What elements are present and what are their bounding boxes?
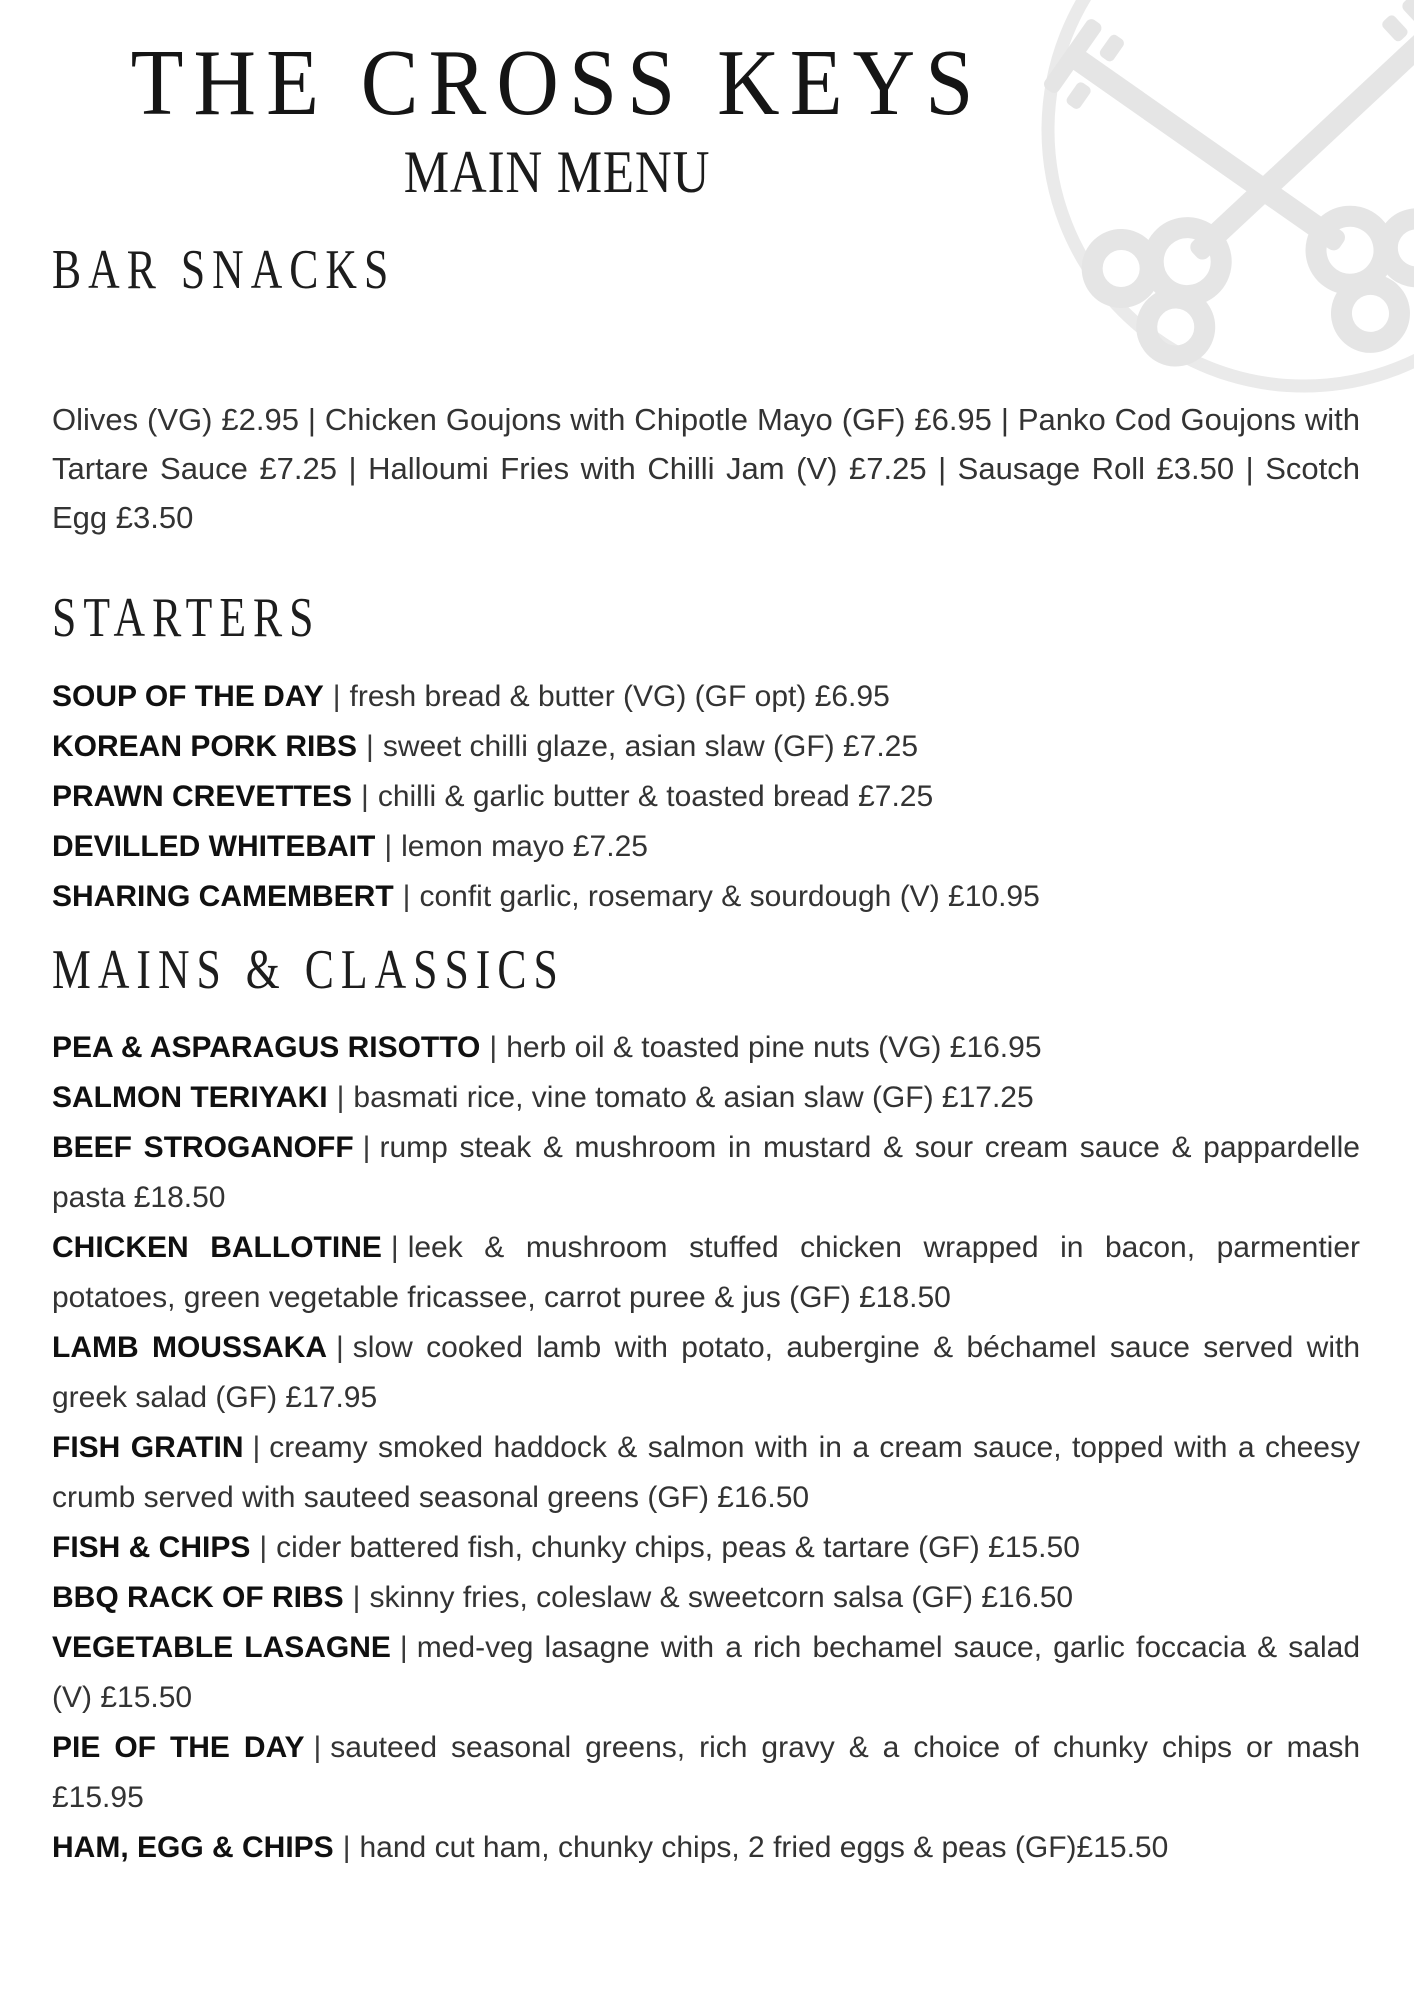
item-description: creamy smoked haddock & salmon with in a cream sauce, topped with a cheesy crumb served with sauteed seasonal greens (GF) £16.50 <box>52 1431 1360 1515</box>
menu-item-korean-pork-ribs <box>52 722 1360 772</box>
item-description: chilli & garlic butter & toasted bread £7.25 <box>377 779 934 813</box>
item-name: FISH & CHIPS <box>52 1531 251 1565</box>
item-name: CHICKEN BALLOTINE <box>52 1231 382 1265</box>
menu-item-salmon-teriyaki <box>52 1073 1360 1123</box>
item-description: sweet chilli glaze, asian slaw (GF) £7.25 <box>382 729 919 763</box>
item-separator: | <box>384 829 393 863</box>
menu-item-devilled-whitebait <box>52 822 1360 872</box>
item-separator: | <box>252 1431 261 1465</box>
item-separator: | <box>362 1131 371 1165</box>
item-description: rump steak & mushroom in mustard & sour cream sauce & pappardelle pasta £18.50 <box>52 1131 1360 1215</box>
item-separator: | <box>399 1631 408 1665</box>
item-description: slow cooked lamb with potato, aubergine & béchamel sauce served with greek salad (GF) £17.95 <box>52 1331 1360 1415</box>
item-name: FISH GRATIN <box>52 1431 244 1465</box>
menu-item-chicken-ballotine <box>52 1223 1360 1323</box>
section-heading-bar-snacks: BAR SNACKS <box>52 238 396 301</box>
item-separator: | <box>489 1031 498 1065</box>
section-heading-mains-classics: MAINS & CLASSICS <box>52 938 565 1001</box>
item-name: BEEF STROGANOFF <box>52 1131 354 1165</box>
item-description: skinny fries, coleslaw & sweetcorn salsa (GF) £16.50 <box>369 1581 1074 1615</box>
item-description: sauteed seasonal greens, rich gravy & a choice of chunky chips or mash £15.95 <box>52 1731 1361 1815</box>
item-separator: | <box>402 879 411 913</box>
menu-item-soup-of-the-day <box>52 672 1360 722</box>
item-description: basmati rice, vine tomato & asian slaw (GF) £17.25 <box>353 1081 1034 1115</box>
item-separator: | <box>259 1531 268 1565</box>
menu-item-fish-and-chips <box>52 1523 1360 1573</box>
item-name: VEGETABLE LASAGNE <box>52 1631 391 1665</box>
menu-item-lamb-moussaka <box>52 1323 1360 1423</box>
section-starters <box>52 588 1360 922</box>
menu-item-fish-gratin <box>52 1423 1360 1523</box>
mains-list <box>52 1023 1360 1873</box>
item-name: BBQ RACK OF RIBS <box>52 1581 344 1615</box>
item-description: herb oil & toasted pine nuts (VG) £16.95 <box>506 1031 1042 1065</box>
item-description: lemon mayo £7.25 <box>401 829 648 863</box>
menu-item-pie-of-the-day <box>52 1723 1360 1823</box>
bar-snacks-text: Olives (VG) £2.95 | Chicken Goujons with Chipotle Mayo (GF) £6.95 | Panko Cod Goujons with Tartare Sauce £7.25 | Halloumi Fries with Chilli Jam (V) £7.25 | Sausage Roll £3.50 | Scotch Egg £3.50 <box>52 402 1360 536</box>
item-name: PRAWN CREVETTES <box>52 779 353 813</box>
menu-item-bbq-rack-of-ribs <box>52 1573 1360 1623</box>
item-name: DEVILLED WHITEBAIT <box>52 829 376 863</box>
item-name: HAM, EGG & CHIPS <box>52 1831 334 1865</box>
item-separator: | <box>336 1331 344 1365</box>
menu-item-vegetable-lasagne <box>52 1623 1360 1723</box>
starters-list <box>52 672 1360 922</box>
item-name: PIE OF THE DAY <box>52 1731 305 1765</box>
item-description: confit garlic, rosemary & sourdough (V) £10.95 <box>419 879 1040 913</box>
item-name: SHARING CAMEMBERT <box>52 879 394 913</box>
menu-item-prawn-crevettes <box>52 772 1360 822</box>
item-separator: | <box>352 1581 361 1615</box>
item-description: hand cut ham, chunky chips, 2 fried eggs & peas (GF)£15.50 <box>359 1831 1169 1865</box>
menu-subtitle: MAIN MENU <box>403 138 711 205</box>
item-separator: | <box>336 1081 345 1115</box>
menu-header <box>52 0 1062 204</box>
item-name: SALMON TERIYAKI <box>52 1081 328 1115</box>
item-separator: | <box>342 1831 351 1865</box>
section-heading-starters: STARTERS <box>52 587 321 650</box>
restaurant-title: THE CROSS KEYS <box>130 31 984 135</box>
item-name: PEA & ASPARAGUS RISOTTO <box>52 1031 481 1065</box>
item-description: cider battered fish, chunky chips, peas & tartare (GF) £15.50 <box>276 1531 1080 1565</box>
item-separator: | <box>332 679 341 713</box>
item-separator: | <box>313 1731 322 1765</box>
item-name: LAMB MOUSSAKA <box>52 1331 327 1365</box>
menu-item-pea-asparagus-risotto <box>52 1023 1360 1073</box>
item-description: fresh bread & butter (VG) (GF opt) £6.95 <box>349 679 890 713</box>
item-separator: | <box>390 1231 399 1265</box>
item-name: SOUP OF THE DAY <box>52 679 324 713</box>
item-name: KOREAN PORK RIBS <box>52 729 358 763</box>
menu-item-ham-egg-and-chips <box>52 1823 1360 1873</box>
menu-item-beef-stroganoff <box>52 1123 1360 1223</box>
item-separator: | <box>366 729 374 763</box>
section-bar-snacks <box>52 240 1360 543</box>
item-description: med-veg lasagne with a rich bechamel sauce, garlic foccacia & salad (V) £15.50 <box>52 1631 1360 1715</box>
section-mains-classics <box>52 940 1360 1874</box>
item-description: leek & mushroom stuffed chicken wrapped in bacon, parmentier potatoes, green vegetable fricassee, carrot puree & jus (GF) £18.50 <box>52 1231 1361 1315</box>
item-separator: | <box>361 779 369 813</box>
menu-item-sharing-camembert <box>52 872 1360 922</box>
